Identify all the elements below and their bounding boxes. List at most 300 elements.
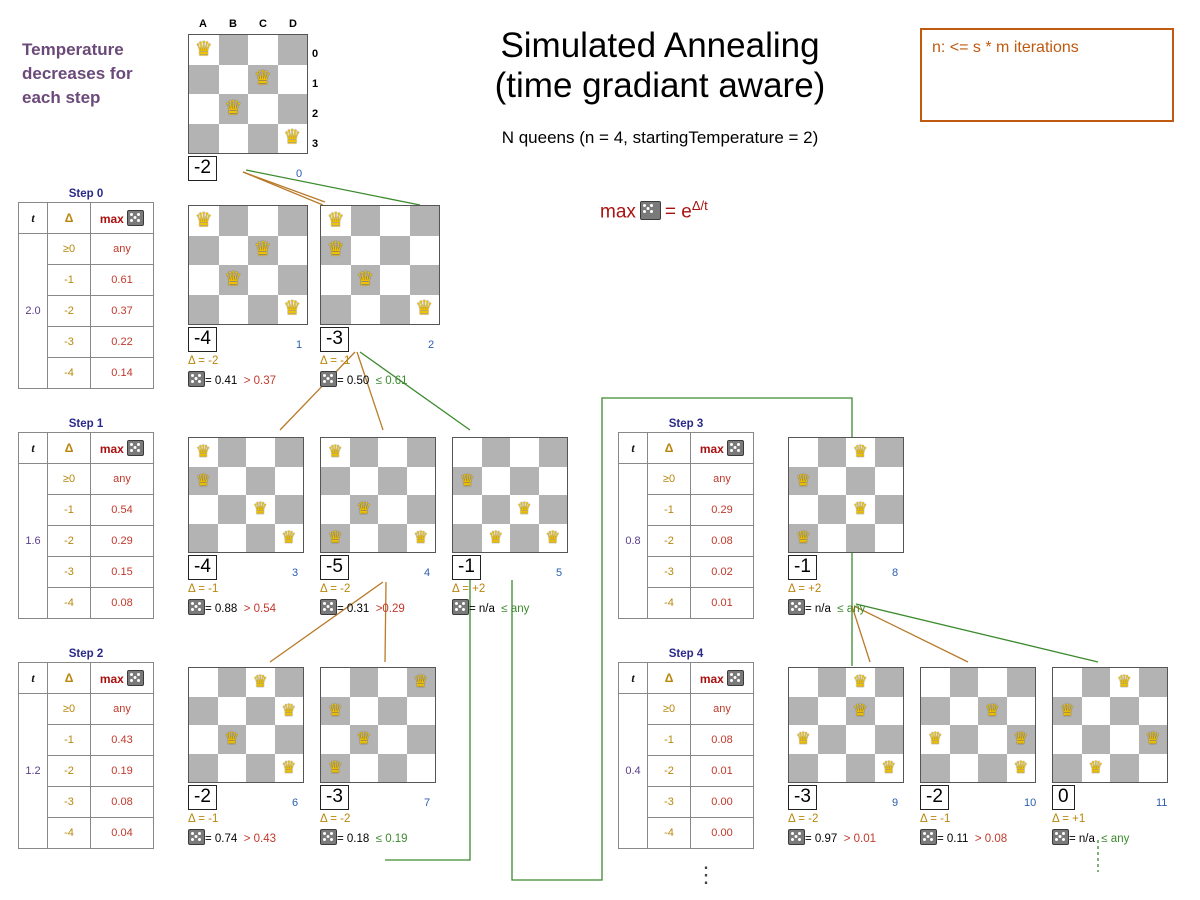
board-square[interactable]	[378, 697, 407, 726]
board-square[interactable]	[818, 725, 847, 754]
board-square[interactable]	[921, 668, 950, 697]
queen-piece: ♛	[927, 729, 943, 749]
board-square[interactable]	[218, 467, 247, 496]
board-square[interactable]	[248, 206, 278, 236]
board-square[interactable]	[321, 265, 351, 295]
formula-equals: = e	[664, 201, 692, 223]
board-square[interactable]	[189, 725, 218, 754]
board-square[interactable]	[410, 206, 440, 236]
board-square[interactable]	[950, 754, 979, 783]
queen-piece: ♛	[327, 527, 343, 547]
queen-piece: ♛	[224, 97, 243, 120]
board-square[interactable]	[407, 524, 436, 553]
board-square[interactable]	[410, 265, 440, 295]
board-square[interactable]	[248, 94, 278, 124]
board-square[interactable]	[875, 495, 904, 524]
dice-result-9	[788, 829, 876, 845]
queen-piece: ♛	[356, 268, 375, 291]
board-square[interactable]	[218, 438, 247, 467]
step-temperature-table	[618, 662, 754, 849]
board-square[interactable]	[275, 524, 304, 553]
temperature-value: 0.8	[619, 464, 648, 619]
delta-value: ≥0	[48, 464, 91, 495]
board-square[interactable]	[350, 754, 379, 783]
board-square[interactable]	[950, 697, 979, 726]
dice-result-7	[320, 829, 408, 845]
board-index-0: 0	[296, 168, 303, 180]
board-square[interactable]	[275, 467, 304, 496]
board-square[interactable]	[378, 438, 407, 467]
board-square[interactable]	[875, 668, 904, 697]
temperature-value: 2.0	[19, 234, 48, 389]
board-square[interactable]	[1082, 754, 1111, 783]
queen-piece: ♛	[253, 67, 272, 90]
board-square[interactable]	[219, 265, 249, 295]
board-square[interactable]	[275, 697, 304, 726]
board-square[interactable]	[246, 495, 275, 524]
board-grid	[320, 205, 440, 325]
board-square[interactable]	[1110, 725, 1139, 754]
chessboard-5[interactable]	[452, 437, 568, 553]
board-square[interactable]	[921, 697, 950, 726]
board-square[interactable]	[846, 725, 875, 754]
board-square[interactable]	[846, 524, 875, 553]
max-value: 0.00	[691, 787, 754, 818]
board-index-4: 4	[424, 567, 431, 579]
dice-comparison: ≤ any	[1101, 833, 1130, 845]
board-square[interactable]	[380, 236, 410, 266]
board-index-1: 1	[296, 339, 303, 351]
board-square[interactable]	[218, 495, 247, 524]
board-square[interactable]	[1007, 697, 1036, 726]
board-square[interactable]	[378, 754, 407, 783]
header-delta: Δ	[648, 663, 691, 694]
board-square[interactable]	[219, 65, 249, 95]
board-square[interactable]	[275, 668, 304, 697]
board-square[interactable]	[407, 495, 436, 524]
board-square[interactable]	[189, 467, 218, 496]
board-square[interactable]	[321, 697, 350, 726]
temperature-value: 0.4	[619, 694, 648, 849]
chessboard-4[interactable]	[320, 437, 436, 553]
board-square[interactable]	[246, 438, 275, 467]
title-line-2: (time gradiant aware)	[494, 66, 826, 105]
board-square[interactable]	[789, 668, 818, 697]
board-square[interactable]	[248, 265, 278, 295]
board-square[interactable]	[351, 236, 381, 266]
board-square[interactable]	[921, 725, 950, 754]
board-square[interactable]	[875, 467, 904, 496]
board-square[interactable]	[321, 236, 351, 266]
header-max: max	[91, 433, 154, 464]
board-square[interactable]	[246, 524, 275, 553]
board-square[interactable]	[789, 495, 818, 524]
board-score-0: -2	[188, 156, 217, 181]
board-square[interactable]	[875, 524, 904, 553]
file-label-B: B	[229, 18, 237, 30]
board-square[interactable]	[321, 668, 350, 697]
queen-piece: ♛	[852, 700, 868, 720]
board-square[interactable]	[350, 495, 379, 524]
dice-icon	[1052, 829, 1069, 845]
board-square[interactable]	[350, 438, 379, 467]
board-square[interactable]	[350, 697, 379, 726]
board-square[interactable]	[378, 725, 407, 754]
board-square[interactable]	[189, 35, 219, 65]
board-square[interactable]	[510, 467, 539, 496]
max-value: 0.15	[91, 557, 154, 588]
board-square[interactable]	[189, 65, 219, 95]
board-square[interactable]	[789, 438, 818, 467]
delta-label-1: Δ = -2	[188, 355, 219, 367]
board-square[interactable]	[321, 524, 350, 553]
board-square[interactable]	[1007, 725, 1036, 754]
temperature-value: 1.6	[19, 464, 48, 619]
max-value: 0.37	[91, 296, 154, 327]
delta-value: ≥0	[648, 464, 691, 495]
delta-label-3: Δ = -1	[188, 583, 219, 595]
board-square[interactable]	[189, 524, 218, 553]
chessboard-2[interactable]	[320, 205, 440, 325]
chessboard-7[interactable]	[320, 667, 436, 783]
board-square[interactable]	[189, 206, 219, 236]
delta-value: -2	[48, 296, 91, 327]
chessboard-3[interactable]	[188, 437, 304, 553]
board-square[interactable]	[321, 495, 350, 524]
board-square[interactable]	[978, 697, 1007, 726]
rank-label-2: 2	[312, 108, 319, 120]
title-line-1: Simulated Annealing	[500, 26, 820, 65]
board-square[interactable]	[1053, 754, 1082, 783]
delta-label-2: Δ = -1	[320, 355, 351, 367]
board-square[interactable]	[846, 754, 875, 783]
board-square[interactable]	[219, 35, 249, 65]
queen-piece: ♛	[253, 238, 272, 261]
board-square[interactable]	[378, 668, 407, 697]
board-square[interactable]	[818, 524, 847, 553]
board-square[interactable]	[246, 467, 275, 496]
board-square[interactable]	[1053, 668, 1082, 697]
board-score-7: -3	[320, 785, 349, 810]
board-square[interactable]	[510, 524, 539, 553]
board-score-9: -3	[788, 785, 817, 810]
board-square[interactable]	[1053, 725, 1082, 754]
board-square[interactable]	[278, 236, 308, 266]
board-index-5: 5	[556, 567, 563, 579]
board-square[interactable]	[218, 725, 247, 754]
max-value: 0.61	[91, 265, 154, 296]
board-square[interactable]	[189, 754, 218, 783]
board-square[interactable]	[218, 697, 247, 726]
queen-piece: ♛	[881, 757, 897, 777]
board-square[interactable]	[189, 495, 218, 524]
queen-piece: ♛	[194, 209, 213, 232]
board-square[interactable]	[846, 495, 875, 524]
board-square[interactable]	[219, 124, 249, 154]
delta-value: -1	[48, 265, 91, 296]
board-square[interactable]	[189, 668, 218, 697]
board-square[interactable]	[539, 495, 568, 524]
board-square[interactable]	[789, 467, 818, 496]
board-square[interactable]	[453, 524, 482, 553]
board-square[interactable]	[453, 438, 482, 467]
delta-value: -1	[48, 725, 91, 756]
board-square[interactable]	[818, 697, 847, 726]
rank-label-3: 3	[312, 138, 319, 150]
delta-value: -2	[648, 526, 691, 557]
board-square[interactable]	[818, 467, 847, 496]
board-square[interactable]	[275, 438, 304, 467]
dice-comparison: > 0.08	[974, 833, 1008, 845]
board-square[interactable]	[846, 467, 875, 496]
board-square[interactable]	[248, 35, 278, 65]
board-square[interactable]	[248, 65, 278, 95]
board-square[interactable]	[278, 295, 308, 325]
board-square[interactable]	[818, 668, 847, 697]
board-square[interactable]	[278, 206, 308, 236]
chessboard-1[interactable]	[188, 205, 308, 325]
board-square[interactable]	[407, 438, 436, 467]
board-square[interactable]	[350, 467, 379, 496]
dice-value: = n/a	[1069, 833, 1095, 845]
board-square[interactable]	[789, 754, 818, 783]
board-square[interactable]	[510, 495, 539, 524]
board-square[interactable]	[1053, 697, 1082, 726]
queen-piece: ♛	[224, 268, 243, 291]
board-square[interactable]	[539, 467, 568, 496]
board-square[interactable]	[246, 754, 275, 783]
board-square[interactable]	[482, 524, 511, 553]
board-grid	[188, 667, 304, 783]
chessboard-11[interactable]	[1052, 667, 1168, 783]
board-square[interactable]	[407, 697, 436, 726]
board-square[interactable]	[278, 35, 308, 65]
chessboard-8[interactable]	[788, 437, 904, 553]
max-value: any	[91, 694, 154, 725]
board-square[interactable]	[539, 524, 568, 553]
board-square[interactable]	[275, 754, 304, 783]
max-value: any	[691, 694, 754, 725]
board-square[interactable]	[219, 295, 249, 325]
board-square[interactable]	[407, 725, 436, 754]
board-square[interactable]	[248, 236, 278, 266]
dice-value: = 0.18	[337, 833, 370, 845]
board-square[interactable]	[1110, 697, 1139, 726]
dice-value: = n/a	[469, 603, 495, 615]
queen-piece: ♛	[327, 757, 343, 777]
board-square[interactable]	[407, 467, 436, 496]
dice-icon	[788, 599, 805, 615]
board-square[interactable]	[818, 438, 847, 467]
board-square[interactable]	[321, 754, 350, 783]
header-max: max	[691, 433, 754, 464]
board-square[interactable]	[321, 467, 350, 496]
delta-label-4: Δ = -2	[320, 583, 351, 595]
board-square[interactable]	[846, 697, 875, 726]
board-square[interactable]	[978, 725, 1007, 754]
board-square[interactable]	[218, 754, 247, 783]
board-square[interactable]	[278, 265, 308, 295]
board-square[interactable]	[1110, 668, 1139, 697]
dice-icon	[452, 599, 469, 615]
board-square[interactable]	[380, 265, 410, 295]
board-square[interactable]	[1139, 668, 1168, 697]
board-square[interactable]	[407, 668, 436, 697]
board-square[interactable]	[378, 495, 407, 524]
board-index-6: 6	[292, 797, 299, 809]
board-square[interactable]	[875, 697, 904, 726]
board-square[interactable]	[482, 438, 511, 467]
board-square[interactable]	[378, 524, 407, 553]
board-square[interactable]	[818, 495, 847, 524]
board-square[interactable]	[1082, 725, 1111, 754]
step-table-0	[18, 188, 154, 389]
board-square[interactable]	[189, 236, 219, 266]
file-label-D: D	[289, 18, 297, 30]
board-square[interactable]	[407, 754, 436, 783]
board-square[interactable]	[321, 438, 350, 467]
board-square[interactable]	[189, 265, 219, 295]
board-square[interactable]	[189, 697, 218, 726]
board-square[interactable]	[246, 725, 275, 754]
delta-value: -3	[648, 557, 691, 588]
board-square[interactable]	[410, 236, 440, 266]
board-square[interactable]	[248, 124, 278, 154]
dice-icon	[320, 599, 337, 615]
board-square[interactable]	[846, 438, 875, 467]
board-square[interactable]	[350, 668, 379, 697]
board-square[interactable]	[978, 754, 1007, 783]
board-square[interactable]	[351, 295, 381, 325]
board-square[interactable]	[1110, 754, 1139, 783]
queen-piece: ♛	[413, 672, 429, 692]
board-square[interactable]	[978, 668, 1007, 697]
queen-piece: ♛	[195, 470, 211, 490]
delta-label-5: Δ = +2	[452, 583, 486, 595]
board-square[interactable]	[453, 467, 482, 496]
board-square[interactable]	[1139, 697, 1168, 726]
board-square[interactable]	[875, 725, 904, 754]
board-square[interactable]	[482, 495, 511, 524]
board-index-9: 9	[892, 797, 899, 809]
board-square[interactable]	[789, 725, 818, 754]
queen-piece: ♛	[488, 527, 504, 547]
board-square[interactable]	[189, 124, 219, 154]
queen-piece: ♛	[326, 238, 345, 261]
board-square[interactable]	[246, 697, 275, 726]
board-square[interactable]	[846, 668, 875, 697]
chessboard-9[interactable]	[788, 667, 904, 783]
board-square[interactable]	[321, 206, 351, 236]
board-square[interactable]	[278, 124, 308, 154]
queen-piece: ♛	[224, 729, 240, 749]
board-square[interactable]	[380, 295, 410, 325]
board-square[interactable]	[1007, 754, 1036, 783]
board-square[interactable]	[321, 295, 351, 325]
board-score-10: -2	[920, 785, 949, 810]
board-square[interactable]	[278, 65, 308, 95]
delta-label-11: Δ = +1	[1052, 813, 1086, 825]
chessboard-0[interactable]	[188, 34, 308, 154]
board-square[interactable]	[789, 524, 818, 553]
board-square[interactable]	[218, 668, 247, 697]
board-square[interactable]	[789, 697, 818, 726]
chessboard-6[interactable]	[188, 667, 304, 783]
max-value: any	[691, 464, 754, 495]
queen-piece: ♛	[281, 700, 297, 720]
board-square[interactable]	[950, 668, 979, 697]
board-square[interactable]	[510, 438, 539, 467]
board-square[interactable]	[278, 94, 308, 124]
board-square[interactable]	[1139, 754, 1168, 783]
board-square[interactable]	[410, 295, 440, 325]
queen-piece: ♛	[1013, 729, 1029, 749]
board-square[interactable]	[482, 467, 511, 496]
max-value: 0.43	[91, 725, 154, 756]
dice-comparison: ≤ any	[837, 603, 866, 615]
board-square[interactable]	[189, 295, 219, 325]
formula-exponent: Δ/t	[691, 198, 708, 213]
board-square[interactable]	[350, 725, 379, 754]
dice-value: = n/a	[805, 603, 831, 615]
dice-icon	[727, 670, 744, 686]
board-square[interactable]	[219, 236, 249, 266]
board-square[interactable]	[875, 438, 904, 467]
board-square[interactable]	[246, 668, 275, 697]
dice-result-5	[452, 599, 529, 615]
board-square[interactable]	[1082, 697, 1111, 726]
dice-icon	[320, 371, 337, 387]
queen-piece: ♛	[984, 700, 1000, 720]
board-square[interactable]	[189, 94, 219, 124]
board-square[interactable]	[219, 206, 249, 236]
board-square[interactable]	[248, 295, 278, 325]
board-square[interactable]	[380, 206, 410, 236]
dice-value: = 0.41	[205, 375, 238, 387]
dice-comparison: ≤ 0.19	[375, 833, 408, 845]
board-square[interactable]	[1139, 725, 1168, 754]
queen-piece: ♛	[795, 729, 811, 749]
board-score-1: -4	[188, 327, 217, 352]
board-square[interactable]	[1007, 668, 1036, 697]
board-square[interactable]	[539, 438, 568, 467]
max-value: 0.19	[91, 756, 154, 787]
board-square[interactable]	[950, 725, 979, 754]
board-square[interactable]	[321, 725, 350, 754]
board-square[interactable]	[219, 94, 249, 124]
board-square[interactable]	[378, 467, 407, 496]
board-square[interactable]	[1082, 668, 1111, 697]
board-square[interactable]	[351, 265, 381, 295]
board-square[interactable]	[275, 725, 304, 754]
board-square[interactable]	[818, 754, 847, 783]
delta-label-7: Δ = -2	[320, 813, 351, 825]
board-square[interactable]	[350, 524, 379, 553]
board-square[interactable]	[351, 206, 381, 236]
board-score-6: -2	[188, 785, 217, 810]
delta-label-6: Δ = -1	[188, 813, 219, 825]
board-grid	[788, 437, 904, 553]
table-row	[619, 464, 754, 495]
board-square[interactable]	[453, 495, 482, 524]
chessboard-10[interactable]	[920, 667, 1036, 783]
board-square[interactable]	[275, 495, 304, 524]
dice-icon	[920, 829, 937, 845]
board-square[interactable]	[921, 754, 950, 783]
board-square[interactable]	[875, 754, 904, 783]
board-square[interactable]	[218, 524, 247, 553]
board-square[interactable]	[189, 438, 218, 467]
